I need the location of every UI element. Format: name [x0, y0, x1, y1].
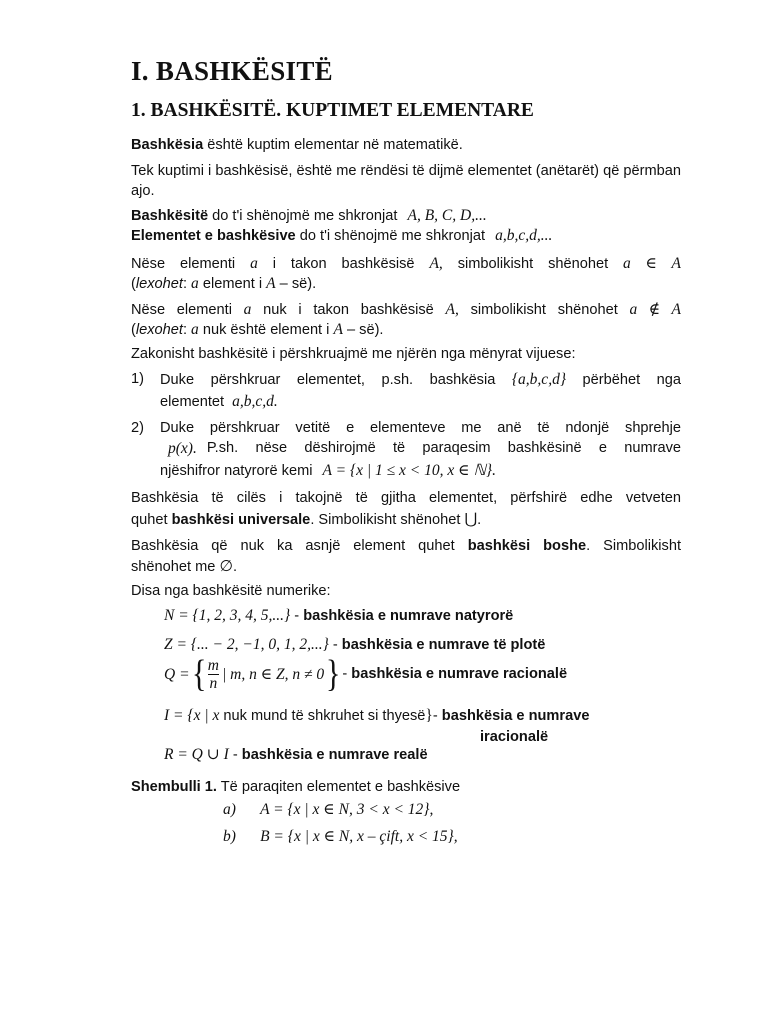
- math-rational-left: Q =: [164, 665, 190, 683]
- set-description: bashkësia e numrave të plotë: [341, 637, 546, 653]
- paragraph-text: i takon bashkësisë: [272, 256, 415, 272]
- set-description: bashkësia e numrave racionalë: [351, 665, 568, 682]
- example-tag: a): [223, 801, 236, 818]
- list-item-line: [160, 461, 681, 482]
- math-var: a: [191, 275, 199, 292]
- set-description: bashkësia e numrave natyrorë: [303, 608, 514, 624]
- left-brace: {: [191, 652, 206, 695]
- list-item-line: [160, 392, 681, 413]
- list-number: 1): [131, 371, 144, 387]
- math-integer: Z = {... − 2, −1, 0, 1, 2,...}: [164, 636, 329, 653]
- math-words: nuk mund të shkruhet si thyesë: [223, 708, 426, 724]
- math-real: R = Q ∪ I: [164, 746, 229, 763]
- paragraph-universal-line1: Bashkësia të cilës i takojnë të gjitha elementet, përfshirë edhe vetveten: [131, 490, 681, 506]
- example-label-dot: .: [212, 779, 217, 795]
- section-heading: 1. BASHKËSITË. KUPTIMET ELEMENTARE: [131, 100, 534, 121]
- list-number: 2): [131, 420, 144, 436]
- right-brace: }: [325, 652, 341, 695]
- paragraph-membership-line2: [131, 274, 681, 295]
- dash: -: [432, 708, 438, 724]
- dash: -: [294, 608, 300, 624]
- paragraph-text: Nëse elementi: [131, 256, 236, 272]
- paragraph-text: Bashkësia që nuk ka asnjë element quhet: [131, 538, 468, 554]
- set-description: iracionalë: [480, 729, 549, 745]
- list-text: përbëhet nga: [582, 372, 681, 388]
- colon: :: [182, 276, 192, 292]
- math-var: a: [191, 321, 199, 338]
- math-natural: N = {1, 2, 3, 4, 5,...}: [164, 607, 291, 624]
- paragraph-text: element i: [198, 276, 267, 292]
- set-description: bashkësia e numrave realë: [241, 747, 428, 763]
- paragraph-universal-line2: [131, 510, 681, 531]
- paragraph-text: simbolikisht shënohet: [470, 302, 618, 318]
- example-heading: [131, 778, 681, 798]
- list-text: njëshifror natyrorë kemi: [160, 463, 313, 479]
- colon: :: [182, 322, 192, 338]
- math-var: A,: [445, 301, 459, 318]
- paren: (: [131, 322, 136, 338]
- fraction: [208, 657, 219, 692]
- paragraph-text: .: [232, 559, 238, 575]
- example-math: A = {x | x ∈ N, 3 < x < 12},: [260, 801, 434, 818]
- paragraph-text: . Simbolikisht shënohet: [310, 512, 465, 528]
- math-set: {a,b,c,d}: [511, 371, 567, 388]
- numerator: m: [207, 657, 219, 674]
- term-bashkesite: Bashkësitë: [131, 208, 209, 224]
- example-tag: b): [223, 828, 236, 845]
- example-text: Të paraqiten elementet e bashkësive: [216, 779, 461, 795]
- paragraph-nonmembership-line2: [131, 320, 681, 341]
- chapter-heading: I. BASHKËSITË: [131, 56, 333, 86]
- math-predicate: p(x).: [168, 440, 197, 457]
- math-var: a: [243, 301, 252, 318]
- term-bashkesia: Bashkësia: [131, 137, 204, 153]
- list-item-line: [160, 439, 681, 459]
- list-text: P.sh. nëse dëshirojmë të paraqesim bashkësinë e numrave: [206, 440, 681, 456]
- italic-word: lexohet: [135, 322, 183, 338]
- math-elements: a,b,c,d.: [232, 393, 278, 410]
- term-elementet: Elementet e bashkësive: [131, 228, 296, 244]
- dash: -: [342, 665, 348, 682]
- number-set-integer: [164, 635, 545, 656]
- union-symbol: ⋃: [464, 511, 478, 528]
- paragraph-text: – së).: [342, 322, 384, 338]
- paragraph-element-notation: [131, 226, 681, 247]
- paragraph-text: quhet: [131, 512, 172, 528]
- number-set-natural: [164, 606, 513, 627]
- example-item: [223, 800, 433, 821]
- empty-set-symbol: ∅: [219, 558, 233, 575]
- paragraph-empty-line1: [131, 537, 681, 557]
- paragraph-text: do t'i shënojmë me shkronjat: [295, 228, 486, 244]
- example-item: [223, 827, 458, 848]
- paragraph-membership-line1: [131, 254, 681, 275]
- math-condition: | m, n ∈ Z, n ≠ 0: [221, 665, 325, 683]
- list-item-line: [160, 370, 681, 391]
- dash: -: [332, 637, 338, 653]
- paragraph-empty-line2: [131, 557, 681, 578]
- list-text: elementet: [160, 394, 225, 410]
- set-description: bashkësia e numrave: [441, 708, 590, 724]
- paragraph-nonmembership-line1: [131, 300, 681, 321]
- paragraph-text: . Simbolikisht: [586, 538, 681, 554]
- math-set-builder: A = {x | 1 ≤ x < 10, x ∈ ℕ}.: [322, 462, 496, 479]
- paragraph-text: është kuptim elementar në matematikë.: [203, 137, 463, 153]
- math-nonmembership: a ∉ A: [629, 301, 681, 318]
- number-set-irrational-line2: [480, 728, 548, 748]
- number-set-irrational: [164, 706, 589, 727]
- list-text: Duke përshkruar elementet, p.sh. bashkësia: [160, 372, 496, 388]
- paragraph-text: do t'i shënojmë me shkronjat: [208, 208, 398, 224]
- paragraph-elements: Tek kuptimi i bashkësisë, është me rëndësi të dijmë elementet (anëtarët) që përmban ajo.: [131, 163, 681, 199]
- paragraph-text: nuk i takon bashkësisë: [263, 302, 434, 318]
- list-text: Duke përshkruar vetitë e elementeve me anë të ndonjë shprehje: [160, 420, 681, 436]
- paren: (: [131, 276, 136, 292]
- math-var: A: [266, 275, 276, 292]
- paragraph-definition: [131, 136, 681, 156]
- math-membership: a ∈ A: [623, 255, 681, 272]
- paragraph-text: – së).: [275, 276, 317, 292]
- term-empty-set: bashkësi boshe: [467, 538, 587, 554]
- list-item-line: [160, 419, 681, 439]
- example-math: B = {x | x ∈ N, x – çift, x < 15},: [260, 828, 458, 845]
- number-set-rational: [164, 652, 568, 695]
- paragraph-text: Nëse elementi: [131, 302, 232, 318]
- math-set-letters: A, B, C, D,...: [407, 207, 487, 224]
- italic-word: lexohet: [135, 276, 183, 292]
- math-element-letters: a,b,c,d,...: [495, 227, 553, 244]
- math-var: A,: [429, 255, 443, 272]
- example-label: Shembulli 1: [131, 779, 213, 795]
- paragraph-set-notation: [131, 206, 681, 227]
- denominator: n: [209, 675, 218, 692]
- right-brace: }: [425, 707, 433, 724]
- paragraph-text: nuk është element i: [198, 322, 334, 338]
- term-universal-set: bashkësi universale: [171, 512, 311, 528]
- math-var: A: [333, 321, 343, 338]
- math-var: a: [250, 255, 258, 272]
- paragraph-text: shënohet me: [131, 559, 220, 575]
- paragraph-text: simbolikisht shënohet: [457, 256, 609, 272]
- paragraph-text: .: [477, 512, 482, 528]
- number-set-real: [164, 745, 428, 766]
- math-irrational: I = {x | x: [164, 707, 220, 724]
- dash: -: [232, 747, 238, 763]
- paragraph-description-methods: Zakonisht bashkësitë i përshkruajmë me njërën nga mënyrat vijuese:: [131, 346, 576, 362]
- paragraph-number-sets-intro: Disa nga bashkësitë numerike:: [131, 583, 331, 599]
